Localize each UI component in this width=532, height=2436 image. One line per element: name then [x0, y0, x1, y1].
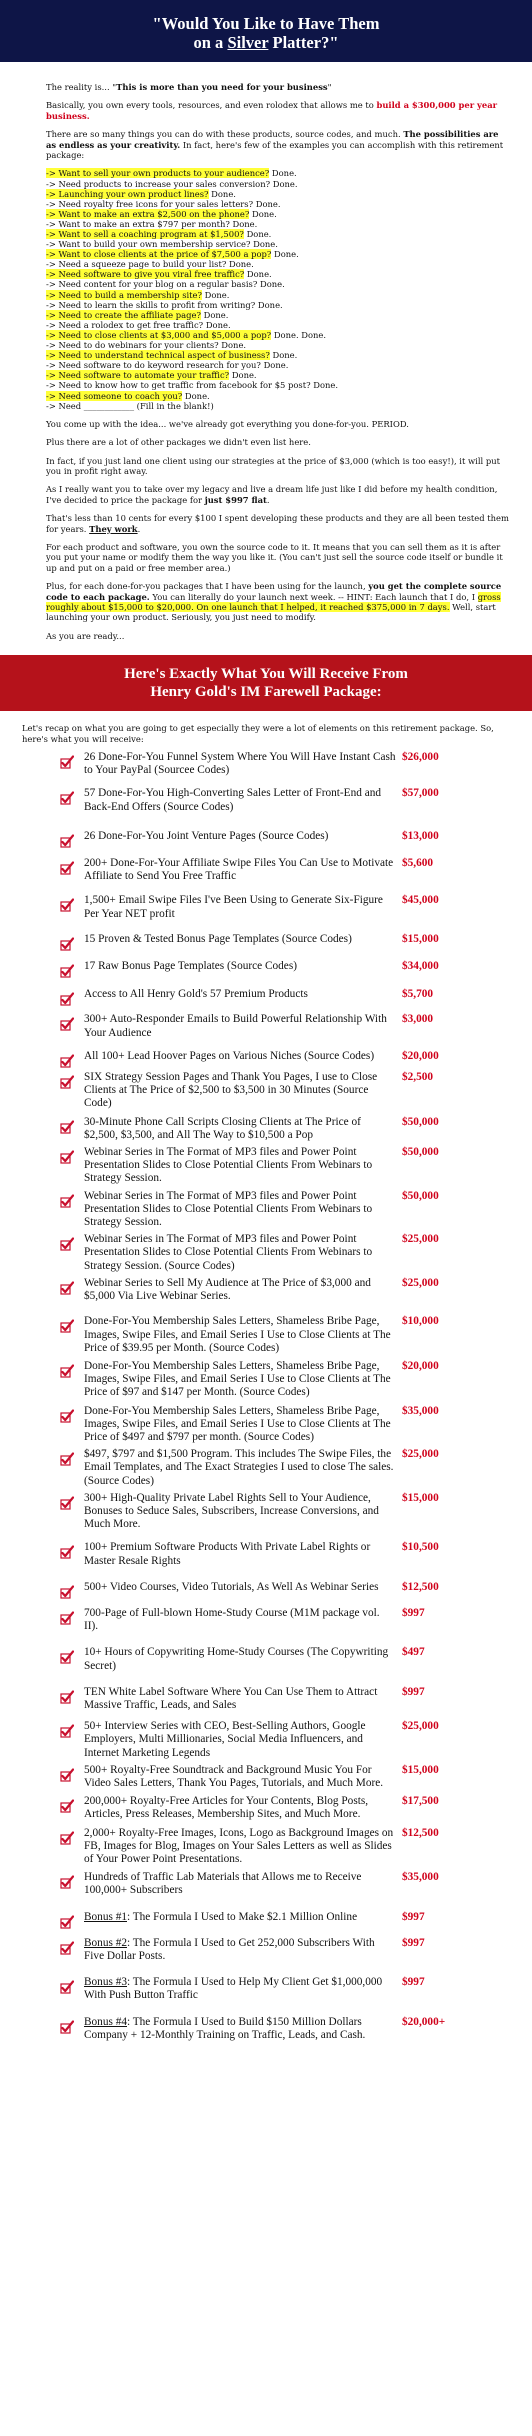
- checkbox-checked-icon: [60, 1120, 74, 1134]
- done-item-text: -> Want to sell a coaching program at $1,500?: [46, 229, 244, 239]
- package-item-text: 26 Done-For-You Funnel System Where You Will Have Instant Cash to Your PayPal (Sourcee Codes): [84, 751, 396, 777]
- intro-source-code: For each product and software, you own the source code to it. It means that you can sell them as it is after you put your name or modify them the way you like it. (You can't just sell the source code itself or bundle it up and put on a paid or free member area.): [46, 541, 503, 573]
- package-item-description: [64, 1976, 396, 2002]
- package-item-text: : The Formula I Used to Make $2.1 Million Online: [127, 1910, 358, 1923]
- package-item-text: Done-For-You Membership Sales Letters, Shameless Bribe Page, Images, Swipe Files, and Email Series I Use to Close Clients at The Price of $97 and $147 per Month. (Source Codes): [84, 1359, 391, 1399]
- package-item: [64, 894, 518, 920]
- intro-idea: You come up with the idea... we've already got everything you done-for-you. PERIOD.: [46, 418, 409, 429]
- done-list-item: [46, 401, 510, 411]
- done-item-suffix: Done.: [226, 259, 254, 270]
- package-item-text: 10+ Hours of Copywriting Home-Study Courses (The Copywriting Secret): [84, 1646, 389, 1672]
- checkbox-checked-icon: [60, 1496, 74, 1510]
- package-item: [64, 1190, 518, 1230]
- done-list-item: [46, 320, 510, 330]
- package-item-description: [64, 2016, 396, 2042]
- done-list-item: [46, 269, 510, 279]
- done-item-text: -> Need software to do keyword research for you?: [46, 360, 261, 371]
- package-item-price: $497: [402, 1646, 425, 1659]
- done-item-text: -> Want to build your own membership service?: [46, 239, 251, 250]
- done-item-text: -> Need to build a membership site?: [46, 289, 202, 300]
- checkbox-checked-icon: [60, 1054, 74, 1068]
- done-list-item: [46, 179, 510, 189]
- package-item: [64, 1071, 518, 1111]
- package-item-description: [64, 1277, 396, 1303]
- package-item-description: [64, 1937, 396, 1963]
- package-item-text: 500+ Video Courses, Video Tutorials, As Well As Webinar Series: [84, 1580, 379, 1593]
- bonus-label: Bonus #3: [84, 1976, 127, 1989]
- checkbox-checked-icon: [60, 1281, 74, 1295]
- package-item-price: $15,000: [402, 932, 439, 945]
- package-item-description: [64, 1827, 396, 1867]
- checkbox-checked-icon: [60, 1319, 74, 1333]
- done-list-item: [46, 189, 510, 199]
- package-item-text: 200,000+ Royalty-Free Articles for Your Contents, Blog Posts, Articles, Press Releases, Membership Sites, and Much More.: [84, 1795, 369, 1821]
- done-item-suffix: Done.: [269, 350, 298, 361]
- package-item-price: $50,000: [402, 1115, 439, 1128]
- package-item-price: $50,000: [402, 1146, 439, 1159]
- package-item: [64, 787, 518, 813]
- package-item-price: $10,000: [402, 1315, 439, 1328]
- package-item: [64, 1013, 518, 1039]
- package-item-text: $497, $797 and $1,500 Program. This includes The Swipe Files, the Email Templates, and The Exact Strategies I used to close The sales. (Source Codes): [84, 1448, 394, 1487]
- done-list-item: [46, 279, 510, 289]
- package-item-price: $26,000: [402, 751, 439, 763]
- checkbox-checked-icon: [60, 1545, 74, 1559]
- done-list-item: [46, 168, 510, 178]
- package-item: [64, 1720, 518, 1760]
- package-item-description: [64, 1720, 396, 1760]
- package-item: [64, 1116, 518, 1142]
- done-item-suffix: Done.: [253, 198, 281, 209]
- package-item-description: [64, 1607, 396, 1633]
- package-item-price: $997: [402, 1910, 425, 1923]
- done-item-text: -> Need products to increase your sales conversion?: [46, 178, 271, 189]
- done-item-text: -> Need content for your blog on a regular basis?: [46, 279, 258, 290]
- package-item-price: $997: [402, 1685, 425, 1698]
- package-item-description: [64, 1871, 396, 1897]
- intro-ready: As you are ready...: [46, 630, 125, 641]
- done-item-text: -> Want to sell your own products to your audience?: [46, 168, 270, 179]
- package-item-description: [64, 988, 396, 1001]
- checkbox-checked-icon: [60, 1194, 74, 1208]
- done-item-suffix: Done.: [244, 269, 272, 280]
- package-item-price: $25,000: [402, 1720, 439, 1733]
- package-item-price: $5,700: [402, 988, 434, 1001]
- package-item-price: $13,000: [402, 829, 439, 842]
- done-item-suffix: Done.: [182, 390, 210, 401]
- done-list: [46, 168, 510, 410]
- checkbox-checked-icon: [60, 1768, 74, 1782]
- checkbox-checked-icon: [60, 1409, 74, 1423]
- checkbox-checked-icon: [60, 1150, 74, 1164]
- checkbox-checked-icon: [60, 1364, 74, 1378]
- package-item-text: 700-Page of Full-blown Home-Study Course (M1M package vol. II).: [84, 1606, 380, 1633]
- package-item-price: $45,000: [402, 894, 439, 907]
- done-item-suffix: Done.: [270, 178, 298, 189]
- done-list-item: [46, 310, 510, 320]
- section-banner: [0, 655, 532, 711]
- intro-reality: The reality is... "This is more than you need for your business": [46, 82, 332, 92]
- package-item-price: $17,500: [402, 1795, 439, 1808]
- package-item-price: $12,500: [402, 1826, 439, 1839]
- done-list-item: [46, 229, 510, 239]
- done-list-item: [46, 370, 510, 380]
- package-item: [64, 1405, 518, 1445]
- checkbox-checked-icon: [60, 1650, 74, 1664]
- header-line-1: "Would You Like to Have Them: [152, 14, 380, 33]
- done-item-suffix: Done.: [260, 360, 289, 371]
- done-item-suffix: Done.: [271, 249, 299, 260]
- package-item-text: Done-For-You Membership Sales Letters, Shameless Bribe Page, Images, Swipe Files, and Email Series I Use to Close Clients at The Price of $39.95 per Month. (Source Codes): [84, 1315, 391, 1354]
- recap-text: Let's recap on what you are going to get especially they were a lot of elements on this retirement package. So, here's what you will receive:: [22, 723, 494, 744]
- checkbox-checked-icon: [60, 1075, 74, 1089]
- section-line-2: Henry Gold's IM Farewell Package:: [150, 684, 382, 701]
- done-list-item: [46, 249, 510, 259]
- package-item-description: [64, 857, 396, 883]
- checkbox-checked-icon: [60, 1585, 74, 1599]
- checkbox-checked-icon: [60, 834, 74, 848]
- done-item-text: -> Need royalty free icons for your sales letters?: [46, 198, 254, 209]
- intro-own-tools: Basically, you own every tools, resources, and even rolodex that allows me to build a $300,000 per year business.: [46, 100, 498, 121]
- done-item-suffix: Done.: [201, 289, 230, 300]
- package-item-price: $50,000: [402, 1189, 439, 1202]
- package-item: [64, 830, 518, 843]
- package-item-description: [64, 1764, 396, 1790]
- package-item-text: 200+ Done-For-Your Affiliate Swipe Files You Can Use to Motivate Affiliate to Send You Free Traffic: [84, 857, 394, 883]
- intro-one-client: In fact, if you just land one client using our strategies at the price of $3,000 (which is too easy!), it will put you in profit right away.: [46, 455, 500, 476]
- intro-possibilities: There are so many things you can do with these products, source codes, and much. The possibilities are as endless as your creativity. In fact, here's few of the examples you can accomplish with this retirement package:: [46, 129, 504, 161]
- package-item-description: [64, 1190, 396, 1230]
- package-item-text: 300+ High-Quality Private Label Rights Sell to Your Audience, Bonuses to Seduce Sales, Subscribers, Increase Conversions, and Much More.: [84, 1491, 379, 1531]
- package-item-description: [64, 1686, 396, 1712]
- package-item: [64, 2016, 518, 2042]
- package-item-price: $35,000: [402, 1871, 439, 1884]
- done-item-text: -> Need to understand technical aspect of business?: [46, 350, 270, 361]
- package-item-description: [64, 1315, 396, 1355]
- package-item-price: $5,600: [402, 857, 434, 870]
- done-list-item: [46, 340, 510, 350]
- package-item-description: [64, 830, 396, 843]
- package-item-description: [64, 1448, 396, 1488]
- package-item: [64, 1360, 518, 1400]
- package-item-price: $997: [402, 1606, 425, 1619]
- checkbox-checked-icon: [60, 1980, 74, 1994]
- package-item-price: $2,500: [402, 1071, 434, 1084]
- done-item-suffix: Done. Done.: [271, 329, 327, 340]
- package-item-text: 1,500+ Email Swipe Files I've Been Using to Generate Six-Figure Per Year NET profit: [84, 894, 383, 920]
- checkbox-checked-icon: [60, 861, 74, 875]
- done-list-item: [46, 239, 510, 249]
- intro-tested: That's less than 10 cents for every $100 I spent developing these products and they are all been tested them for years. They work.: [46, 513, 509, 534]
- package-item: [64, 933, 518, 946]
- bonus-label: Bonus #1: [84, 1910, 127, 1923]
- package-item-text: Webinar Series in The Format of MP3 files and Power Point Presentation Slides to Close Potential Clients From Webinars to Strategy Session.: [84, 1146, 373, 1185]
- package-item-text: TEN White Label Software Where You Can Use Them to Attract Massive Traffic, Leads, and Sales: [84, 1685, 378, 1711]
- package-item-text: Webinar Series in The Format of MP3 files and Power Point Presentation Slides to Close Potential Clients From Webinars to Strategy Session.: [84, 1189, 373, 1229]
- package-item-description: [64, 894, 396, 920]
- done-item-suffix: Done.: [243, 229, 272, 239]
- package-item: [64, 1764, 518, 1790]
- package-item-text: Done-For-You Membership Sales Letters, Shameless Bribe Page, Images, Swipe Files, and Email Series I Use to Close Clients at The Price of $497 and $797 per month. (Source Codes): [84, 1404, 391, 1443]
- package-item-text: 300+ Auto-Responder Emails to Build Powerful Relationship With Your Audience: [84, 1013, 387, 1039]
- done-item-suffix: Done.: [208, 188, 236, 199]
- package-item-text: : The Formula I Used to Build $150 Million Dollars Company + 12-Monthly Training on Traffic, Leads, and Cash.: [84, 2015, 366, 2041]
- intro-other-packages: Plus there are a lot of other packages we didn't even list here.: [46, 437, 311, 448]
- done-item-suffix: Done.: [218, 340, 247, 351]
- package-item-text: SIX Strategy Session Pages and Thank You Pages, I use to Close Clients at The Price of $2,500 to $3,500 in 30 Minutes (Source Code): [84, 1071, 378, 1110]
- package-item-text: 50+ Interview Series with CEO, Best-Selling Authors, Google Employers, Multi Millionaries, Social Media Influencers, and Internet Marketing Legends: [84, 1720, 366, 1759]
- done-item-text: -> Launching your own product lines?: [46, 188, 209, 199]
- done-item-suffix: Done.: [257, 279, 285, 290]
- done-item-text: -> Need to know how to get traffic from facebook for $5 post?: [46, 380, 311, 391]
- done-item-text: -> Need software to automate your traffic?: [46, 370, 230, 381]
- done-item-text: -> Need a squeeze page to build your list?: [46, 259, 227, 270]
- package-item-price: $34,000: [402, 960, 439, 973]
- checkbox-checked-icon: [60, 755, 74, 769]
- done-item-text: -> Need a rolodex to get free traffic?: [46, 319, 204, 330]
- package-item-price: $35,000: [402, 1404, 439, 1417]
- package-item: [64, 1581, 518, 1594]
- package-item-text: 17 Raw Bonus Page Templates (Source Codes): [84, 960, 297, 973]
- package-item: [64, 1050, 518, 1063]
- done-item-suffix: Done.: [310, 380, 339, 391]
- package-item-text: 15 Proven & Tested Bonus Page Templates (Source Codes): [84, 932, 352, 945]
- package-item-description: [64, 1405, 396, 1445]
- package-item: [64, 1315, 518, 1355]
- package-item-price: $15,000: [402, 1491, 439, 1504]
- package-item-description: [64, 1071, 396, 1111]
- package-item-text: 26 Done-For-You Joint Venture Pages (Source Codes): [84, 829, 329, 842]
- done-item-suffix: Done.: [250, 239, 278, 250]
- package-item: [64, 1976, 518, 2002]
- done-item-suffix: Done.: [200, 309, 229, 320]
- package-item-text: Hundreds of Traffic Lab Materials that Allows me to Receive 100,000+ Subscribers: [84, 1871, 362, 1897]
- checkbox-checked-icon: [60, 992, 74, 1006]
- checkbox-checked-icon: [60, 937, 74, 951]
- done-item-text: -> Need software to give you viral free traffic?: [46, 269, 245, 280]
- package-item-description: [64, 1050, 396, 1063]
- intro-launch: Plus, for each done-for-you packages that I have been using for the launch, you get the complete source code to each package. You can literally do your launch next week. -- HINT: Each launch that I do, I gross roughly about $15,000 to $20,000. On one launch that I helped, it reached $375,000 in 7 days. Well, start launching your own product. Seriously, you just need to modify.: [46, 581, 502, 623]
- done-list-item: [46, 300, 510, 310]
- package-item-description: [64, 1146, 396, 1186]
- package-item-price: $25,000: [402, 1448, 439, 1461]
- checkbox-checked-icon: [60, 898, 74, 912]
- package-item-price: $997: [402, 1936, 425, 1949]
- checkbox-checked-icon: [60, 1831, 74, 1845]
- checkbox-checked-icon: [60, 1611, 74, 1625]
- done-list-item: [46, 350, 510, 360]
- package-item: [64, 1871, 518, 1897]
- package-item: [64, 1795, 518, 1821]
- checkbox-checked-icon: [60, 2020, 74, 2034]
- package-item: [64, 1607, 518, 1633]
- package-items: [0, 751, 532, 2042]
- package-item: [64, 1233, 518, 1273]
- done-list-item: [46, 380, 510, 390]
- package-item-description: [64, 1233, 396, 1273]
- done-item-suffix: Done.: [249, 208, 277, 219]
- package-item-price: $3,000: [402, 1013, 434, 1026]
- package-item-description: [64, 1646, 396, 1672]
- package-item-text: Access to All Henry Gold's 57 Premium Products: [84, 988, 308, 1001]
- package-item-price: $25,000: [402, 1233, 439, 1246]
- package-item: [64, 1146, 518, 1186]
- done-list-item: [46, 391, 510, 401]
- package-item: [64, 1911, 518, 1924]
- package-item-text: 500+ Royalty-Free Soundtrack and Background Music You For Video Sales Letters, Thank You Pages, Tutorials, and Much More.: [84, 1763, 384, 1789]
- package-item: [64, 1827, 518, 1867]
- package-item-price: $20,000: [402, 1359, 439, 1372]
- package-item-description: [64, 933, 396, 946]
- checkbox-checked-icon: [60, 1941, 74, 1955]
- package-item: [64, 960, 518, 973]
- checkbox-checked-icon: [60, 1017, 74, 1031]
- package-item: [64, 988, 518, 1001]
- package-item-description: [64, 1911, 396, 1924]
- package-item-text: 57 Done-For-You High-Converting Sales Letter of Front-End and Back-End Offers (Source Codes): [84, 787, 382, 813]
- header-banner: [0, 0, 532, 62]
- done-item-text: -> Want to close clients at the price of $7,500 a pop?: [46, 249, 272, 260]
- done-list-item: [46, 219, 510, 229]
- package-item: [64, 1492, 518, 1532]
- package-item-description: [64, 1116, 396, 1142]
- bonus-label: Bonus #4: [84, 2015, 127, 2028]
- done-item-text: -> Need to close clients at $3,000 and $5,000 a pop?: [46, 329, 272, 340]
- done-item-suffix: Done.: [229, 218, 258, 229]
- package-item-description: [64, 1795, 396, 1821]
- checkbox-checked-icon: [60, 1799, 74, 1813]
- done-item-text: -> Need to learn the skills to profit from writing?: [46, 299, 256, 310]
- package-item-description: [64, 1492, 396, 1532]
- checkbox-checked-icon: [60, 791, 74, 805]
- package-item-text: 100+ Premium Software Products With Private Label Rights or Master Resale Rights: [84, 1541, 371, 1567]
- package-item-price: $25,000: [402, 1276, 439, 1289]
- package-item-price: $997: [402, 1976, 425, 1989]
- package-item: [64, 1448, 518, 1488]
- done-item-text: -> Need to do webinars for your clients?: [46, 340, 219, 351]
- package-item-price: $12,500: [402, 1580, 439, 1593]
- package-item: [64, 751, 518, 777]
- package-item: [64, 1541, 518, 1567]
- done-item-suffix: Done.: [203, 319, 231, 330]
- intro-price: As I really want you to take over my legacy and live a dream life just like I did before my health condition, I've decided to price the package for just $997 flat.: [46, 484, 498, 505]
- package-item-text: All 100+ Lead Hoover Pages on Various Niches (Source Codes): [84, 1049, 375, 1062]
- package-item: [64, 1277, 518, 1303]
- bonus-label: Bonus #2: [84, 1936, 127, 1949]
- package-item-price: $10,500: [402, 1541, 439, 1554]
- checkbox-checked-icon: [60, 1875, 74, 1889]
- package-item-text: : The Formula I Used to Get 252,000 Subscribers With Five Dollar Posts.: [84, 1936, 375, 1963]
- package-item-description: [64, 960, 396, 973]
- done-list-item: [46, 330, 510, 340]
- package-item-price: $20,000: [402, 1049, 439, 1062]
- package-item-price: $15,000: [402, 1763, 439, 1776]
- done-item-text: -> Want to make an extra $2,500 on the phone?: [46, 208, 250, 219]
- checkbox-checked-icon: [60, 1915, 74, 1929]
- package-item-text: 2,000+ Royalty-Free Images, Icons, Logo as Background Images on FB, Images for Blog, Images on Your Sales Letters as well as Slides of Your Power Point Presentations.: [84, 1826, 394, 1865]
- package-item-text: 30-Minute Phone Call Scripts Closing Clients at The Price of $2,500, $3,500, and All The Way to $10,500 a Pop: [84, 1115, 361, 1141]
- package-item-description: [64, 1581, 396, 1594]
- done-item-text: -> Need ____________ (Fill in the blank!): [46, 400, 214, 411]
- package-item-text: Webinar Series in The Format of MP3 files and Power Point Presentation Slides to Close Potential Clients From Webinars to Strategy Session. (Source Codes): [84, 1233, 373, 1272]
- done-list-item: [46, 290, 510, 300]
- package-item: [64, 1937, 518, 1963]
- package-item: [64, 1646, 518, 1672]
- section-line-1: Here's Exactly What You Will Receive From: [124, 666, 408, 683]
- package-item-description: [64, 1360, 396, 1400]
- checkbox-checked-icon: [60, 1690, 74, 1704]
- checkbox-checked-icon: [60, 1452, 74, 1466]
- package-item-description: [64, 751, 396, 777]
- header-line-2: on a Silver Platter?": [193, 33, 339, 52]
- package-item-price: $20,000+: [402, 2015, 446, 2028]
- package-item-description: [64, 1541, 396, 1567]
- done-item-text: -> Need to create the affiliate page?: [46, 309, 201, 320]
- done-list-item: [46, 209, 510, 219]
- done-item-suffix: Done.: [255, 299, 283, 310]
- package-item: [64, 857, 518, 883]
- done-item-text: -> Need someone to coach you?: [46, 390, 183, 401]
- package-item: [64, 1686, 518, 1712]
- done-list-item: [46, 259, 510, 269]
- checkbox-checked-icon: [60, 1724, 74, 1738]
- intro-section: [0, 62, 532, 641]
- done-item-suffix: Done.: [229, 370, 257, 381]
- package-item-text: Webinar Series to Sell My Audience at The Price of $3,000 and $5,000 Via Live Webinar Series.: [84, 1276, 371, 1303]
- done-item-suffix: Done.: [269, 168, 297, 179]
- package-item-description: [64, 1013, 396, 1039]
- checkbox-checked-icon: [60, 964, 74, 978]
- checkbox-checked-icon: [60, 1237, 74, 1251]
- package-item-text: : The Formula I Used to Help My Client Get $1,000,000 With Push Button Traffic: [84, 1976, 383, 2002]
- package-item-description: [64, 787, 396, 813]
- done-list-item: [46, 360, 510, 370]
- done-list-item: [46, 199, 510, 209]
- package-item-price: $57,000: [402, 787, 439, 800]
- done-item-text: -> Want to make an extra $797 per month?: [46, 218, 230, 229]
